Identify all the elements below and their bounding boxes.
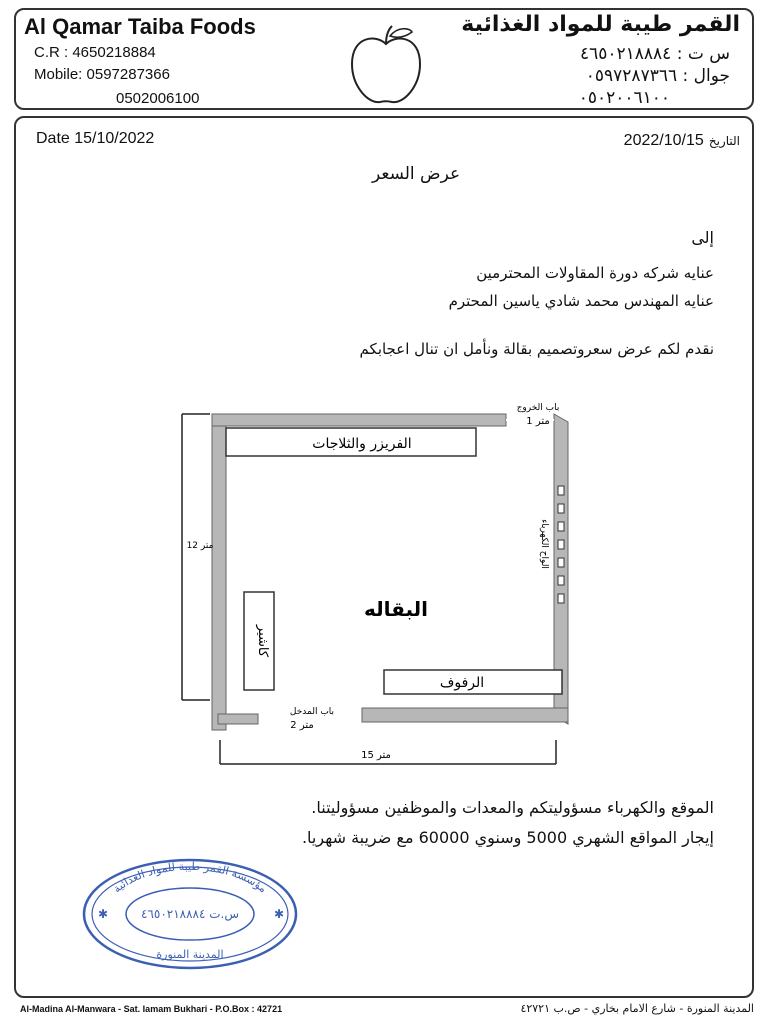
note-line-2: إيجار المواقع الشهري 5000 وسنوي 60000 مع ضريبة شهريا.: [301, 828, 714, 847]
power-panel-label: الواح الكهرباء: [539, 519, 549, 569]
shelves-label: الرفوف: [439, 675, 485, 691]
to-label: إلى: [691, 228, 714, 247]
letter-body: [14, 116, 754, 998]
entry-width-label: متر 2: [290, 720, 314, 731]
cr-number-en: C.R : 4650218884: [34, 44, 156, 61]
cashier-label: كاشير: [255, 624, 270, 658]
apple-icon: [346, 22, 426, 106]
power-panel-sockets: [558, 486, 564, 603]
store-label: البقاله: [363, 597, 429, 621]
recipient-line-2: عنايه المهندس محمد شادي ياسين المحترم: [448, 292, 714, 310]
svg-text:مؤسسة القمر طيبة للمواد الغذائ: [111, 860, 270, 896]
fridges-label: الفريزر والثلاجات: [312, 436, 412, 452]
mobile-2-ar: ٠٥٠٢٠٠٦١٠٠: [578, 88, 670, 108]
date-en: Date 15/10/2022: [36, 130, 155, 147]
floor-plan: [162, 394, 602, 774]
exit-width-label: متر 1: [526, 416, 550, 427]
company-stamp: [78, 854, 302, 972]
recipient-line-1: عنايه شركه دورة المقاولات المحترمين: [476, 264, 714, 282]
stamp-city: المدينة المنورة: [156, 948, 224, 961]
note-line-1: الموقع والكهرباء مسؤوليتكم والمعدات والموظفين مسؤوليتنا.: [311, 798, 714, 817]
date-ar-value: 2022/10/15: [623, 132, 704, 149]
subject-title: عرض السعر: [372, 164, 461, 184]
stamp-star-icon: ✱: [98, 907, 109, 921]
company-name-ar: القمر طيبة للمواد الغذائية: [461, 12, 740, 37]
width-dim-label: متر 15: [361, 750, 391, 761]
mobile-2-en: 0502006100: [116, 90, 200, 107]
cr-number-ar: س ت : ٤٦٥٠٢١٨٨٨٤: [579, 44, 730, 64]
letterhead: [14, 8, 754, 110]
stamp-ring-text: مؤسسة القمر طيبة للمواد الغذائية: [110, 859, 270, 896]
height-dimension: [182, 414, 210, 700]
intro-line: نقدم لكم عرض سعروتصميم بقالة ونأمل ان تنال اعجابكم: [359, 340, 714, 358]
height-dim-label: متر 12: [186, 541, 214, 551]
stamp-star-icon: ✱: [274, 907, 285, 921]
date-ar: [624, 130, 740, 150]
footer-address-en: Al-Madina Al-Manwara - Sat. Iamam Bukhari - P.O.Box : 42721: [20, 1004, 283, 1014]
company-name-en: Al Qamar Taiba Foods: [24, 14, 256, 39]
date-ar-label: التاريخ: [708, 134, 740, 148]
exit-door-label: باب الخروج: [516, 403, 560, 413]
entry-door-label: باب المدخل: [289, 707, 335, 717]
footer-address-ar: المدينة المنورة - شارع الامام بخاري - ص.ب ٤٢٧٢١: [520, 1002, 754, 1015]
mobile-ar: جوال : ٠٥٩٧٢٨٧٣٦٦: [585, 66, 730, 86]
stamp-cr-number: س.ت ٤٦٥٠٢١٨٨٨٤: [140, 907, 240, 921]
mobile-en: Mobile: 0597287366: [34, 66, 170, 83]
